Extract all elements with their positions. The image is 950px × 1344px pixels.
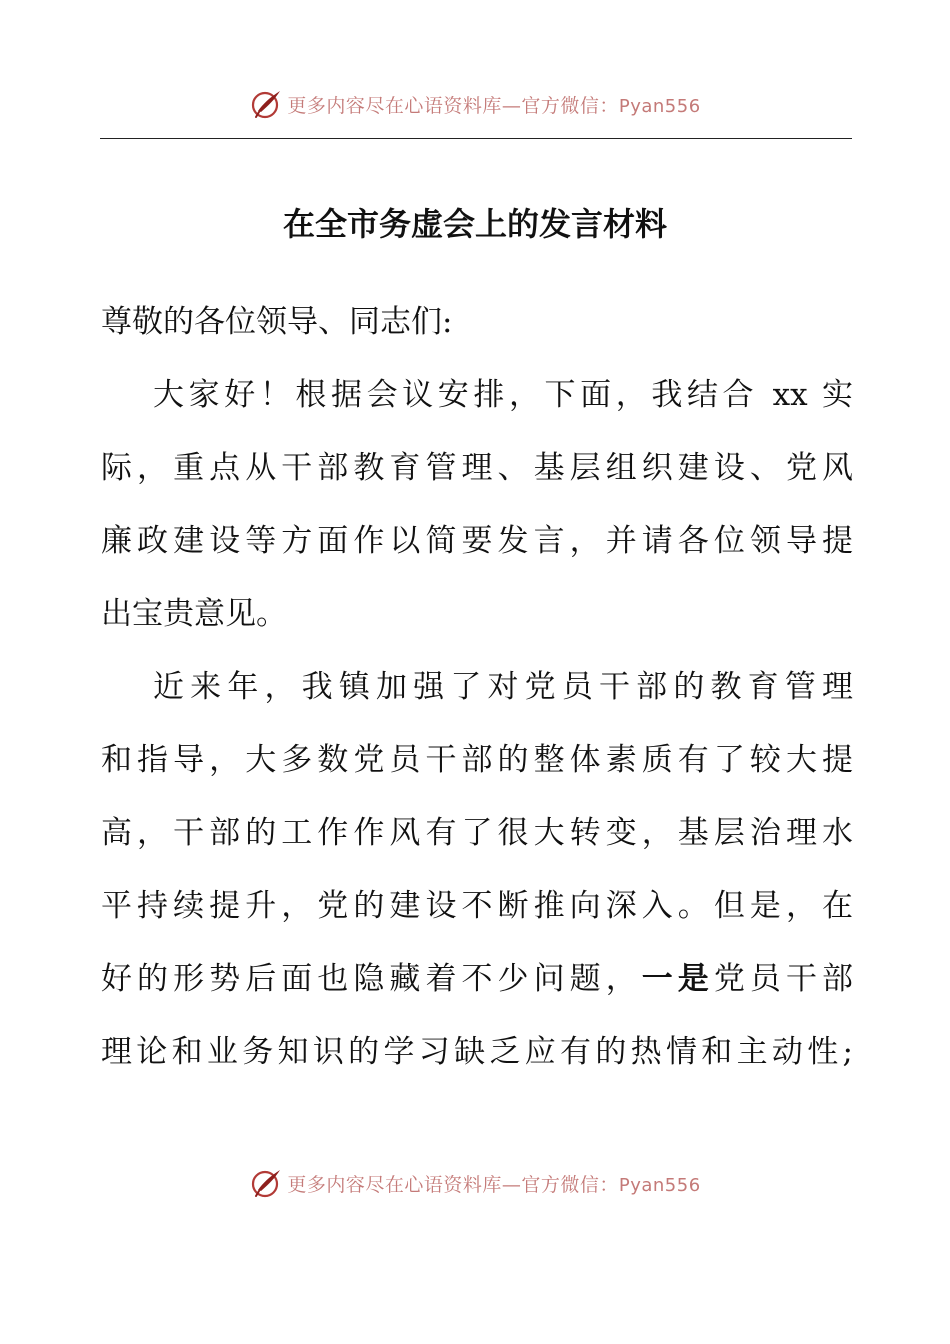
para2-line5-end: 党员干部 bbox=[713, 961, 854, 997]
para1-line1: 大家好！根据会议安排，下面，我结合 xx 实 bbox=[153, 377, 853, 413]
quill-logo-icon bbox=[249, 1166, 283, 1200]
document-body bbox=[101, 286, 853, 1089]
header-banner-wechat-id: Pyan556 bbox=[618, 95, 701, 117]
header-banner-text bbox=[287, 91, 700, 118]
para1-line4: 出宝贵意见。 bbox=[101, 596, 287, 632]
footer-banner-wechat-id: Pyan556 bbox=[618, 1174, 701, 1196]
quill-logo-icon bbox=[249, 87, 283, 121]
para2-line1: 近来年，我镇加强了对党员干部的教育管理 bbox=[153, 669, 853, 705]
header-banner-cn: 更多内容尽在心语资料库—官方微信： bbox=[287, 94, 619, 117]
salutation: 尊敬的各位领导、同志们: bbox=[101, 304, 453, 340]
footer-banner-cn: 更多内容尽在心语资料库—官方微信： bbox=[287, 1173, 619, 1196]
para1-line3: 廉政建设等方面作以简要发言，并请各位领导提 bbox=[101, 523, 853, 559]
para2-line5 bbox=[101, 943, 853, 1016]
footer-banner-text bbox=[287, 1170, 700, 1197]
para2-line6: 理论和业务知识的学习缺乏应有的热情和主动性; bbox=[101, 1034, 853, 1070]
para2-line5-start: 好的形势后面也隐藏着不少问题， bbox=[101, 961, 642, 997]
footer-banner bbox=[0, 1163, 950, 1203]
header-rule bbox=[100, 138, 852, 139]
point-one-marker: 一是 bbox=[641, 961, 714, 997]
para2-line3: 高，干部的工作作风有了很大转变，基层治理水 bbox=[101, 815, 853, 851]
para2-line2: 和指导，大多数党员干部的整体素质有了较大提 bbox=[101, 742, 853, 778]
document-title: 在全市务虚会上的发言材料 bbox=[282, 205, 667, 243]
para1-line2: 际，重点从干部教育管理、基层组织建设、党风 bbox=[101, 450, 853, 486]
header-banner bbox=[0, 84, 950, 124]
para2-line4: 平持续提升，党的建设不断推向深入。但是，在 bbox=[101, 888, 853, 924]
